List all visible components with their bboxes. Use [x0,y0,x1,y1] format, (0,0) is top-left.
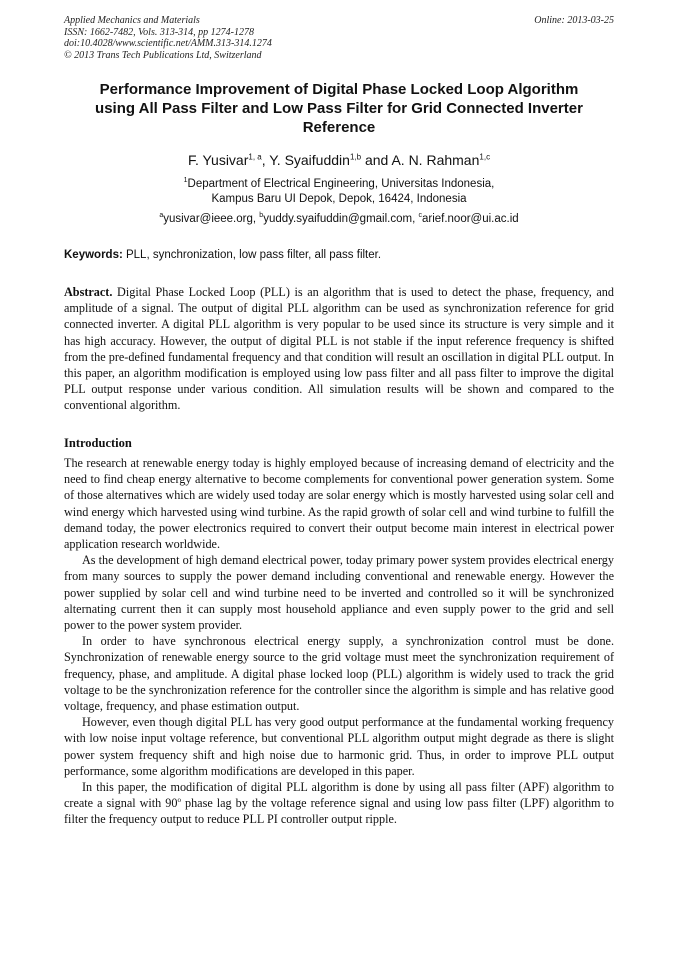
paragraph: As the development of high demand electrical power, today primary power system provides electrical energy from many sources to supply the power demand including conventional and renewable energy. However the power supplied by solar cell and wind turbine need to be inverted and controlled so it will be synchronized alternating current then it can supply most household appliance and even supply power to the grid and sell power to the power system provider. [64,553,614,633]
issn-line: ISSN: 1662-7482, Vols. 313-314, pp 1274-1278 [64,26,254,38]
email-address: arief.noor@ui.ac.id [421,213,519,225]
copyright-line: © 2013 Trans Tech Publications Ltd, Switzerland [64,49,262,61]
email-list [64,212,614,227]
author-name: A. N. Rahman [391,152,480,168]
email-address: yuddy.syaifuddin@gmail.com [263,213,413,225]
email-address: yusivar@ieee.org [163,213,253,225]
doi-line: doi:10.4028/www.scientific.net/AMM.313-314.1274 [64,38,272,49]
section-heading-introduction: Introduction [64,436,132,450]
email-sup: c [418,212,422,220]
journal-header [64,15,272,61]
email-sup: a [159,212,164,220]
paragraph: However, even though digital PLL has very good output performance at the fundamental working frequency with low noise input voltage reference, but conventional PLL algorithm output might degrade as there is slight power system frequency shift and high noise due to harmonic grid. Thus, in order to improve PLL output performance, some algorithm modifications are developed in this paper. [64,715,614,778]
paragraph [64,779,614,828]
author-sup: 1, a [248,152,262,162]
keywords-text: PLL, synchronization, low pass filter, all pass filter. [122,249,382,261]
email-sup: b [259,212,264,220]
paragraph-text: In this paper, the modification of digital PLL algorithm is done by using all pass filter (APF) algorithm to create a signal with 90 [64,780,614,811]
abstract-text: Digital Phase Locked Loop (PLL) is an algorithm that is used to detect the phase, frequency, and amplitude of a signal. The output of digital PLL algorithm can be used as synchronization reference for grid connected inverter. A digital PLL algorithm is very popular to be used since its structure is very simple and it has high accuracy. However, the output of digital PLL is not stable if the input reference frequency is shifted from the pre-defined fundamental frequency and that condition will result an oscillation in digital PLL output. In this paper, an algorithm modification is employed using low pass filter and all pass filter to improve the digital PLL output response under various condition. All simulation results will be shown and compared to the conventional algorithm. [64,285,614,413]
abstract [64,284,614,414]
journal-name: Applied Mechanics and Materials [64,15,200,26]
author-sep: and [361,152,392,168]
paragraph: In order to have synchronous electrical energy supply, a synchronization control must be done. Synchronization of renewable energy source to the grid voltage must meet the synchronization requirement of frequency, phase, and amplitude. A digital phase locked loop (PLL) algorithm is widely used to track the grid voltage to be the synchronization reference for the controller since the algorithm is simple and has relative good voltage, frequency, and phase estimation output. [64,634,614,714]
author-name: Y. Syaifuddin [269,152,350,168]
paragraph-text: phase lag by the voltage reference signal and using low pass filter (LPF) algorithm to filter the frequency output to reduce PLL PI controller output ripple. [64,796,614,827]
abstract-label: Abstract. [64,285,113,299]
introduction-body [64,455,614,828]
author-list [64,151,614,169]
online-date: Online: 2013-03-25 [534,15,614,26]
affiliation-line-1: Department of Electrical Engineering, Universitas Indonesia, [187,178,495,190]
author-sep: , [261,152,270,168]
title-line-1: Performance Improvement of Digital Phase Locked Loop Algorithm [99,81,579,98]
email-sep: , [252,213,260,225]
author-name: F. Yusivar [187,152,249,168]
author-sup: 1,b [349,152,362,162]
keywords [64,248,614,263]
affiliation-sup: 1 [183,177,188,185]
affiliation [64,177,614,207]
author-sup: 1,c [479,152,491,162]
degree-sup: o [177,796,181,805]
paper-title [70,80,608,137]
affiliation-line-2: Kampus Baru UI Depok, Depok, 16424, Indonesia [211,193,467,205]
title-line-3: Reference [302,119,376,136]
keywords-label: Keywords: [64,249,123,261]
paragraph: The research at renewable energy today is highly employed because of increasing demand of electricity and the need to find cheap energy alternative to become complements for conventional power generation system. Some of those alternatives which are widely used today are solar energy which is mostly harvested using solar cell and wind energy which harvested using wind turbine. As the rapid growth of solar cell and wind turbine to fulfill the demand today, the power electronics required to convert their output become main interest in electrical power application research worldwide. [64,456,614,552]
title-line-2: using All Pass Filter and Low Pass Filter for Grid Connected Inverter [95,100,583,117]
email-sep: , [412,213,419,225]
